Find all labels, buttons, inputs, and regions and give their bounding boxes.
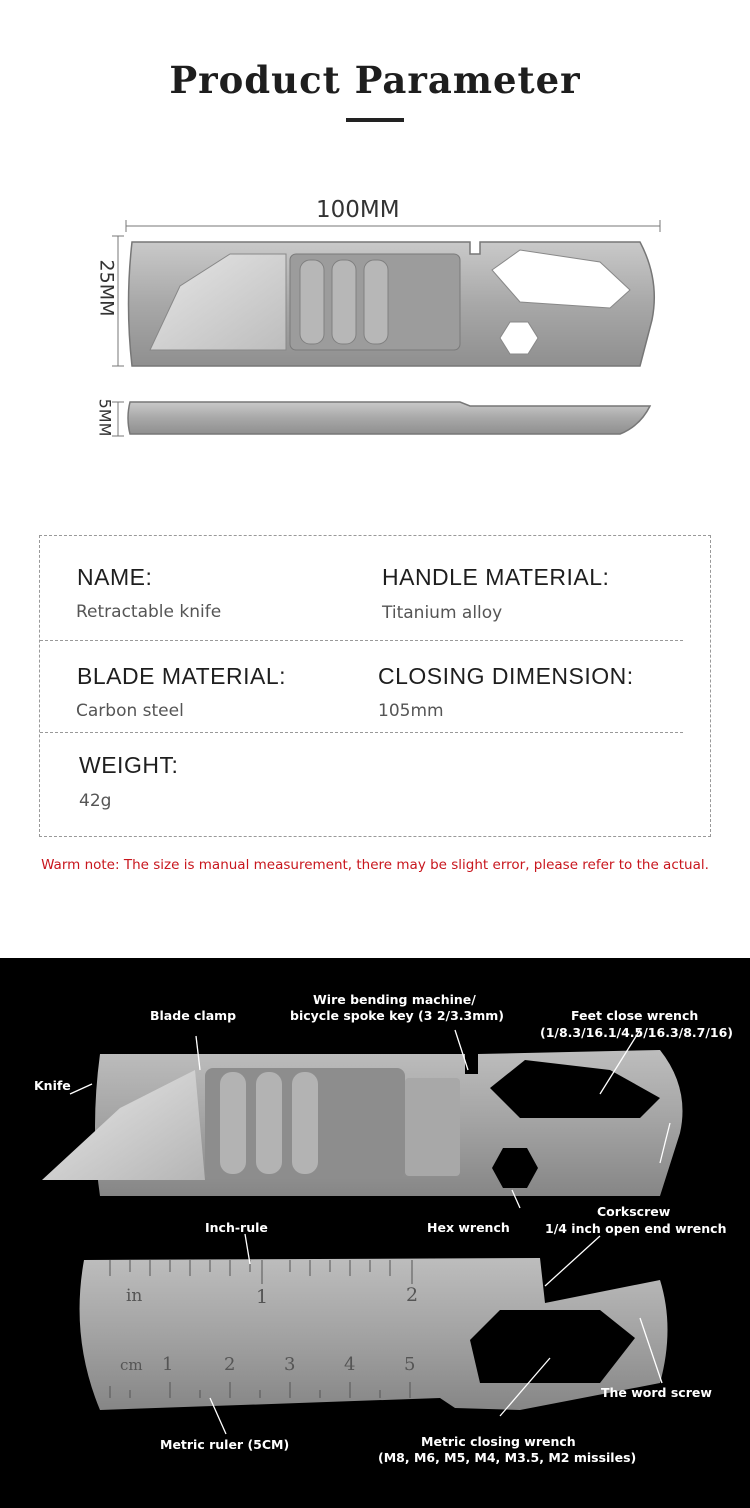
- feature-diagram-section: [0, 958, 750, 1508]
- cm-tick-1: 1: [162, 1354, 174, 1375]
- row-divider: [40, 732, 683, 733]
- corkscrew-label-1: Corkscrew: [597, 1204, 671, 1219]
- wire-bending-label-2: bicycle spoke key (3 2/3.3mm): [290, 1008, 504, 1023]
- cm-unit-text: cm: [120, 1356, 143, 1374]
- metric-wrench-label-1: Metric closing wrench: [421, 1434, 576, 1449]
- name-label: NAME:: [77, 564, 153, 590]
- inch-rule-label: Inch-rule: [205, 1220, 268, 1235]
- cm-tick-2: 2: [224, 1354, 236, 1375]
- closing-dimension-label: CLOSING DIMENSION:: [378, 663, 634, 689]
- feet-wrench-label-2: (1/8.3/16.1/4.5/16.3/8.7/16): [540, 1025, 734, 1040]
- corkscrew-label-2: 1/4 inch open end wrench: [545, 1221, 727, 1236]
- tool-side-view: [128, 402, 650, 434]
- blade-material-value: Carbon steel: [76, 701, 184, 721]
- warm-note: Warm note: The size is manual measurement, there may be slight error, please refer to the actual.: [41, 857, 709, 873]
- weight-value: 42g: [79, 791, 112, 811]
- width-dimension: 25MM: [95, 259, 118, 317]
- word-screw-label: The word screw: [601, 1385, 712, 1400]
- hex-wrench-label: Hex wrench: [427, 1220, 510, 1235]
- title-underline: [346, 118, 404, 122]
- weight-label: WEIGHT:: [79, 752, 179, 778]
- cm-tick-4: 4: [344, 1354, 356, 1375]
- cm-tick-3: 3: [284, 1354, 296, 1375]
- feet-wrench-label-1: Feet close wrench: [571, 1008, 699, 1023]
- inch-tick-1: 1: [256, 1286, 269, 1308]
- cm-tick-5: 5: [404, 1354, 416, 1375]
- length-dimension: 100MM: [316, 197, 400, 223]
- handle-material-value: Titanium alloy: [382, 603, 503, 623]
- blade-material-label: BLADE MATERIAL:: [77, 663, 287, 689]
- inch-tick-2: 2: [406, 1284, 419, 1306]
- metric-ruler-label: Metric ruler (5CM): [160, 1437, 290, 1452]
- closing-dimension-value: 105mm: [378, 701, 444, 721]
- inch-unit-text: in: [126, 1286, 143, 1306]
- metric-wrench-label-2: (M8, M6, M5, M4, M3.5, M2 missiles): [378, 1450, 637, 1465]
- handle-material-label: HANDLE MATERIAL:: [382, 564, 610, 590]
- page-title: Product Parameter: [169, 58, 581, 102]
- blade-clamp-label: Blade clamp: [150, 1008, 237, 1023]
- row-divider: [40, 640, 683, 641]
- knife-label: Knife: [34, 1078, 71, 1093]
- wire-bending-label-1: Wire bending machine/: [313, 992, 476, 1007]
- name-value: Retractable knife: [76, 602, 222, 622]
- thickness-dimension: 5MM: [95, 398, 115, 437]
